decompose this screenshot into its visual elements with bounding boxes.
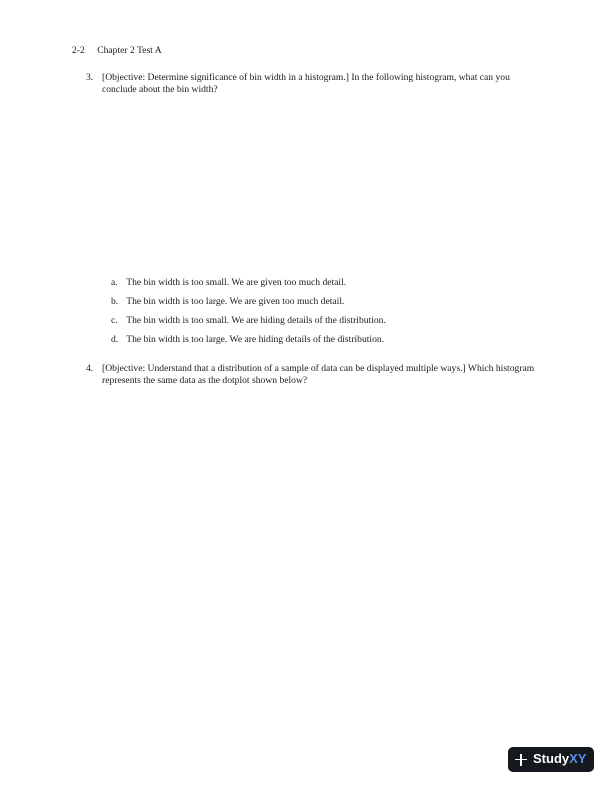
choice-letter: d.: [111, 334, 119, 345]
question-4: [86, 363, 546, 387]
question-text: [Objective: Understand that a distribution of a sample of data can be displayed multiple ways.] Which histogram represents the same data as the dotplot shown below?: [102, 363, 535, 386]
choice-c: [111, 315, 386, 334]
brand-accent: XY: [569, 751, 587, 767]
question-number: 3.: [86, 72, 94, 83]
question-text: [Objective: Determine significance of bin width in a histogram.] In the following histogram, what can you conclude about the bin width?: [102, 72, 510, 95]
question-3: [86, 72, 546, 96]
choice-letter: b.: [111, 296, 119, 307]
studyxy-badge[interactable]: [508, 747, 594, 772]
choice-a: [111, 277, 386, 296]
page-number: 2-2: [72, 45, 85, 56]
answer-choices: [111, 277, 386, 353]
choice-text: The bin width is too large. We are hiding details of the distribution.: [126, 334, 385, 345]
choice-b: [111, 296, 386, 315]
question-number: 4.: [86, 363, 94, 374]
choice-d: [111, 334, 386, 353]
brand-main: Study: [533, 751, 570, 767]
choice-letter: a.: [111, 277, 118, 288]
choice-letter: c.: [111, 315, 118, 326]
choice-text: The bin width is too small. We are hiding details of the distribution.: [126, 315, 386, 326]
chapter-title: Chapter 2 Test A: [97, 45, 162, 56]
plus-icon: [515, 754, 527, 766]
page-header: [72, 45, 162, 57]
choice-text: The bin width is too large. We are given too much detail.: [126, 296, 345, 307]
choice-text: The bin width is too small. We are given too much detail.: [126, 277, 347, 288]
